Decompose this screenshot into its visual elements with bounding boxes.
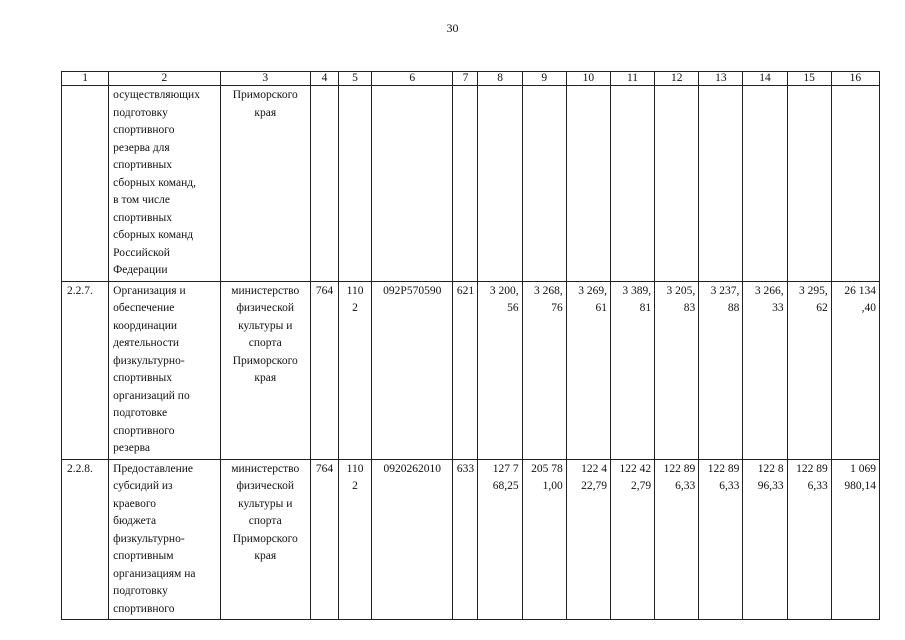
- table-cell-col-1: 2.2.8.: [62, 459, 109, 620]
- table-cell-col-16: [831, 86, 879, 282]
- budget-table: [61, 71, 880, 620]
- column-number-16: 16: [831, 72, 879, 86]
- table-cell-col-15: [787, 86, 831, 282]
- table-cell-col-12: [655, 86, 699, 282]
- column-number-12: 12: [655, 72, 699, 86]
- table-cell-col-11: 3 389, 81: [610, 281, 654, 459]
- table-cell-col-4: 764: [310, 459, 338, 620]
- column-number-14: 14: [743, 72, 787, 86]
- table-row: [62, 86, 880, 282]
- table-cell-col-7: 621: [453, 281, 478, 459]
- table-cell-col-5: 110 2: [339, 281, 372, 459]
- table-cell-col-8: 127 7 68,25: [478, 459, 522, 620]
- table-cell-col-14: 122 8 96,33: [743, 459, 787, 620]
- table-cell-col-10: 3 269, 61: [566, 281, 610, 459]
- table-cell-col-10: [566, 86, 610, 282]
- table-cell-col-14: [743, 86, 787, 282]
- table-cell-col-1: [62, 86, 109, 282]
- column-number-3: 3: [220, 72, 310, 86]
- table-body: [62, 86, 880, 620]
- column-number-row: [62, 72, 880, 86]
- table-cell-col-12: 122 89 6,33: [655, 459, 699, 620]
- table-row: [62, 281, 880, 459]
- table-cell-col-3: министерство физической культуры и спорта Приморского края: [220, 281, 310, 459]
- table-cell-col-9: 3 268, 76: [522, 281, 566, 459]
- table-cell-col-2: осуществляющих подготовку спортивного резерва для спортивных сборных команд, в том числе спортивных сборных команд Российской Федерации: [109, 86, 220, 282]
- table-cell-col-10: 122 4 22,79: [566, 459, 610, 620]
- table-cell-col-4: [310, 86, 338, 282]
- table-cell-col-6: 0920262010: [372, 459, 453, 620]
- table-cell-col-9: [522, 86, 566, 282]
- table-cell-col-4: 764: [310, 281, 338, 459]
- column-number-5: 5: [339, 72, 372, 86]
- column-number-7: 7: [453, 72, 478, 86]
- table-cell-col-2: Организация и обеспечение координации деятельности физкультурно- спортивных организаций по подготовке спортивного резерва: [109, 281, 220, 459]
- table-cell-col-13: 3 237, 88: [699, 281, 743, 459]
- table-cell-col-7: 633: [453, 459, 478, 620]
- table-cell-col-12: 3 205, 83: [655, 281, 699, 459]
- column-number-13: 13: [699, 72, 743, 86]
- column-number-1: 1: [62, 72, 109, 86]
- table-cell-col-5: 110 2: [339, 459, 372, 620]
- table-cell-col-6: 092P570590: [372, 281, 453, 459]
- table-cell-col-13: [699, 86, 743, 282]
- column-number-6: 6: [372, 72, 453, 86]
- table-cell-col-13: 122 89 6,33: [699, 459, 743, 620]
- table-cell-col-3: министерство физической культуры и спорта Приморского края: [220, 459, 310, 620]
- table-cell-col-15: 3 295, 62: [787, 281, 831, 459]
- column-number-15: 15: [787, 72, 831, 86]
- table-cell-col-11: [610, 86, 654, 282]
- table-cell-col-9: 205 78 1,00: [522, 459, 566, 620]
- table-cell-col-16: 1 069 980,14: [831, 459, 879, 620]
- column-number-8: 8: [478, 72, 522, 86]
- table-cell-col-11: 122 42 2,79: [610, 459, 654, 620]
- table-cell-col-2: Предоставление субсидий из краевого бюджета физкультурно- спортивным организациям на подготовку спортивного: [109, 459, 220, 620]
- table-cell-col-14: 3 266, 33: [743, 281, 787, 459]
- table-cell-col-6: [372, 86, 453, 282]
- table-cell-col-1: 2.2.7.: [62, 281, 109, 459]
- table-cell-col-15: 122 89 6,33: [787, 459, 831, 620]
- column-number-11: 11: [610, 72, 654, 86]
- column-number-10: 10: [566, 72, 610, 86]
- page-number: 30: [446, 21, 459, 35]
- table-cell-col-7: [453, 86, 478, 282]
- column-number-2: 2: [109, 72, 220, 86]
- table-row: [62, 459, 880, 620]
- column-number-9: 9: [522, 72, 566, 86]
- table-cell-col-16: 26 134 ,40: [831, 281, 879, 459]
- table-cell-col-5: [339, 86, 372, 282]
- table-cell-col-8: 3 200, 56: [478, 281, 522, 459]
- column-number-4: 4: [310, 72, 338, 86]
- table-cell-col-3: Приморского края: [220, 86, 310, 282]
- table-cell-col-8: [478, 86, 522, 282]
